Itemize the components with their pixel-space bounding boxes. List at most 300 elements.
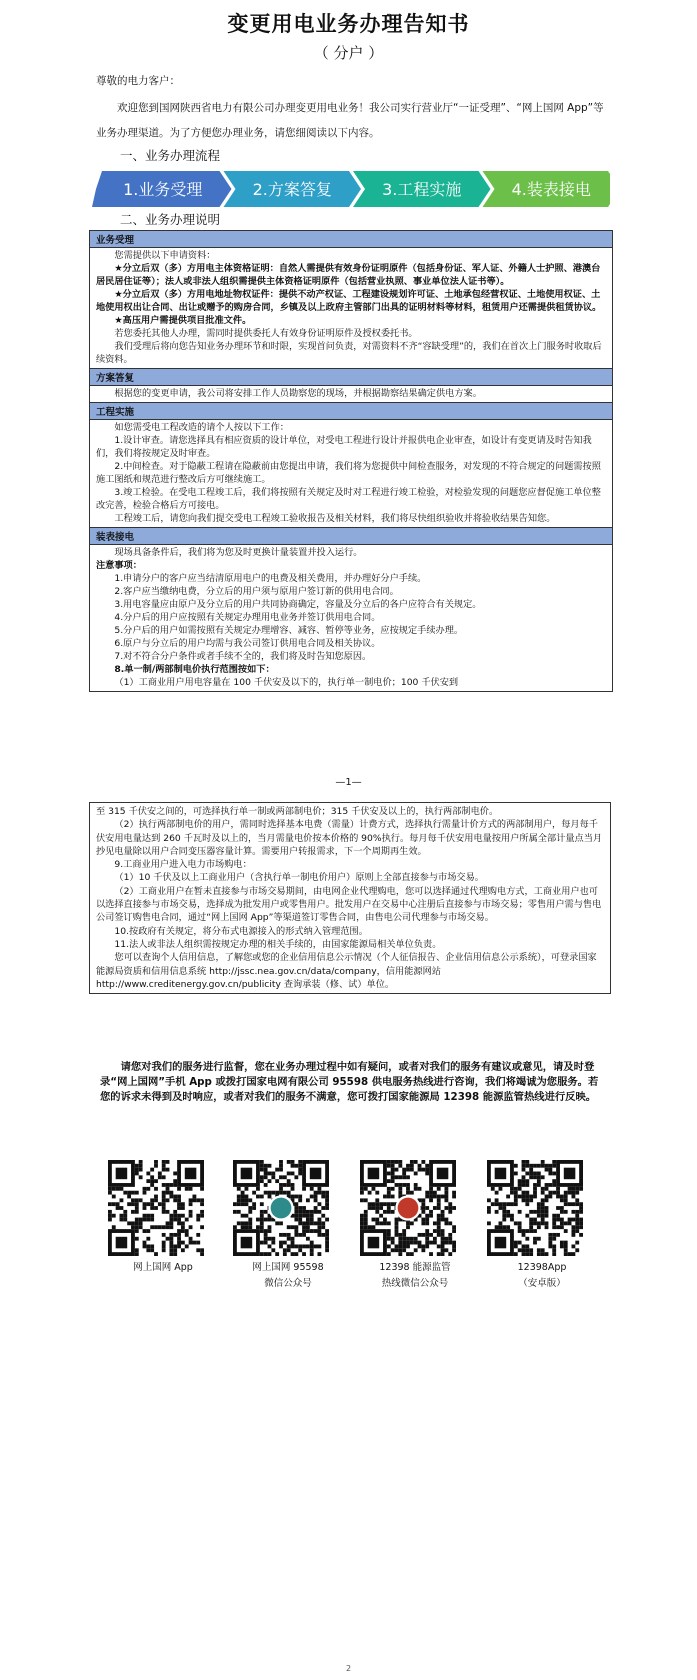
qr-module: [162, 1248, 166, 1252]
qr-module: [139, 1160, 143, 1164]
qr-module: [196, 1233, 200, 1237]
qr-module: [241, 1214, 245, 1218]
qr-module: [310, 1241, 314, 1245]
qr-module: [406, 1237, 410, 1241]
qr-module: [398, 1237, 402, 1241]
qr-module: [248, 1225, 252, 1229]
qr-module: [406, 1168, 410, 1172]
qr-module: [317, 1202, 321, 1206]
qr-module: [271, 1175, 275, 1179]
qr-module: [310, 1214, 314, 1218]
qr-module: [154, 1179, 158, 1183]
qr-module: [302, 1252, 306, 1256]
qr-module: [200, 1198, 204, 1202]
qr-module: [548, 1168, 552, 1172]
qr-module: [402, 1244, 406, 1248]
qr-module: [421, 1244, 425, 1248]
flow-step-1-label: 1.业务受理: [123, 180, 203, 199]
qr-module: [395, 1175, 399, 1179]
qr-module: [441, 1195, 445, 1199]
acceptance-p5: 若您委托其他人办理，需同时提供委托人有效身份证明原件及授权委托书。: [114, 328, 418, 339]
qr-module: [533, 1218, 537, 1222]
qr-module: [406, 1241, 410, 1245]
qr-module: [545, 1252, 549, 1256]
qr-module: [169, 1252, 173, 1256]
qr-module: [364, 1221, 368, 1225]
qr-module: [556, 1187, 560, 1191]
qr-module: [421, 1248, 425, 1252]
qr-module: [189, 1198, 193, 1202]
qr-module: [448, 1221, 452, 1225]
qr-module: [108, 1191, 112, 1195]
qr-module: [317, 1210, 321, 1214]
qr-module: [264, 1233, 268, 1237]
qr-module: [279, 1221, 283, 1225]
qr-module: [548, 1233, 552, 1237]
qr-module: [143, 1229, 147, 1233]
qr-module: [444, 1187, 448, 1191]
qr-module: [306, 1221, 310, 1225]
qr-module: [177, 1198, 181, 1202]
qr-module: [545, 1187, 549, 1191]
qr-module: [391, 1179, 395, 1183]
qr-module: [368, 1206, 372, 1210]
qr-module: [317, 1191, 321, 1195]
qr-module: [143, 1206, 147, 1210]
qr-module: [135, 1237, 139, 1241]
qr-module: [158, 1202, 162, 1206]
qr-module: [325, 1233, 329, 1237]
qr-module: [452, 1225, 456, 1229]
install-item-5: 5.分户后的用户如需按照有关规定办理增容、减容、暂停等业务，应按规定手续办理。: [114, 625, 464, 636]
qr-module: [268, 1218, 272, 1222]
qr-module: [135, 1252, 139, 1256]
qr-module: [421, 1233, 425, 1237]
qr-module: [271, 1191, 275, 1195]
qr-module: [418, 1244, 422, 1248]
qr-module: [108, 1202, 112, 1206]
qr-module: [139, 1175, 143, 1179]
qr-module: [135, 1172, 139, 1176]
qr-module: [448, 1252, 452, 1256]
qr-module: [525, 1244, 529, 1248]
qr-module: [518, 1210, 522, 1214]
qr-module: [146, 1187, 150, 1191]
qr-module: [418, 1233, 422, 1237]
qr-module: [131, 1198, 135, 1202]
qr-module: [545, 1221, 549, 1225]
qr-module: [325, 1206, 329, 1210]
qr-module: [552, 1252, 556, 1256]
qr-module: [310, 1248, 314, 1252]
qr-module: [552, 1160, 556, 1164]
qr-module: [237, 1198, 241, 1202]
qr-module: [127, 1195, 131, 1199]
qr-block-4: [487, 1160, 597, 1292]
qr-module: [506, 1202, 510, 1206]
qr-module: [487, 1221, 491, 1225]
continued-line-3: 9.工商业用户进入电力市场购电：: [114, 859, 252, 871]
qr-module: [510, 1214, 514, 1218]
qr-module: [260, 1195, 264, 1199]
document-subtitle: （ 分户 ）: [313, 44, 384, 62]
qr-code-wsgw-app[interactable]: [108, 1160, 204, 1256]
qr-module: [391, 1175, 395, 1179]
qr-module: [139, 1221, 143, 1225]
qr-module: [248, 1218, 252, 1222]
qr-module: [525, 1248, 529, 1252]
qr-module: [162, 1225, 166, 1229]
qr-module: [395, 1248, 399, 1252]
qr-module: [487, 1198, 491, 1202]
qr-module: [579, 1225, 583, 1229]
qr-module: [294, 1206, 298, 1210]
qr-module: [200, 1252, 204, 1256]
qr-module: [452, 1191, 456, 1195]
qr-module: [162, 1206, 166, 1210]
qr-module: [302, 1225, 306, 1229]
qr-finder-inner: [116, 1168, 128, 1180]
qr-module: [406, 1164, 410, 1168]
qr-module: [189, 1187, 193, 1191]
qr-module: [192, 1198, 196, 1202]
qr-module: [568, 1218, 572, 1222]
construction-p1: 如您需受电工程改造的请个人按以下工作：: [114, 422, 289, 433]
qr-module: [537, 1172, 541, 1176]
qr-module: [116, 1187, 120, 1191]
qr-module: [437, 1202, 441, 1206]
qr-module: [139, 1218, 143, 1222]
qr-module: [321, 1233, 325, 1237]
qr-module: [196, 1248, 200, 1252]
qr-module: [298, 1218, 302, 1222]
qr-module: [575, 1187, 579, 1191]
install-content: [90, 545, 612, 691]
qr-module: [302, 1233, 306, 1237]
qr-module: [279, 1244, 283, 1248]
qr-module: [150, 1248, 154, 1252]
continued-line-1: 至 315 千伏安之间的，可选择执行单一制或两部制电价；315 千伏安及以上的，执行两部制电价。: [96, 806, 499, 817]
qr-caption-1a: 网上国网 App: [133, 1262, 193, 1273]
qr-module: [560, 1221, 564, 1225]
qr-module: [120, 1187, 124, 1191]
qr-module: [275, 1179, 279, 1183]
qr-module: [294, 1175, 298, 1179]
qr-finder-inner: [368, 1237, 380, 1249]
qr-module: [579, 1202, 583, 1206]
qr-module: [391, 1202, 395, 1206]
last-page-number: 2: [345, 1664, 352, 1673]
qr-module: [552, 1183, 556, 1187]
qr-module: [541, 1206, 545, 1210]
qr-module: [391, 1237, 395, 1241]
qr-module: [241, 1198, 245, 1202]
qr-module: [391, 1210, 395, 1214]
qr-module: [264, 1172, 268, 1176]
qr-module: [321, 1225, 325, 1229]
qr-module: [452, 1229, 456, 1233]
qr-module: [154, 1225, 158, 1229]
qr-module: [314, 1206, 318, 1210]
qr-module: [398, 1241, 402, 1245]
qr-finder-inner: [495, 1168, 507, 1180]
qr-code-95598-wechat[interactable]: [233, 1160, 329, 1256]
qr-module: [406, 1175, 410, 1179]
qr-module: [560, 1210, 564, 1214]
qr-block-2: [233, 1160, 343, 1292]
qr-module: [418, 1164, 422, 1168]
qr-module: [241, 1225, 245, 1229]
qr-module: [541, 1210, 545, 1214]
qr-module: [564, 1195, 568, 1199]
qr-module: [552, 1225, 556, 1229]
qr-module: [571, 1202, 575, 1206]
qr-module: [518, 1187, 522, 1191]
qr-module: [185, 1218, 189, 1222]
qr-module: [279, 1175, 283, 1179]
qr-module: [166, 1187, 170, 1191]
qr-module: [522, 1195, 526, 1199]
qr-module: [260, 1202, 264, 1206]
qr-module: [298, 1172, 302, 1176]
qr-module: [518, 1248, 522, 1252]
qr-module: [233, 1202, 237, 1206]
qr-module: [162, 1241, 166, 1245]
continued-table: [89, 802, 611, 994]
qr-module: [514, 1164, 518, 1168]
qr-module: [162, 1191, 166, 1195]
qr-module: [452, 1248, 456, 1252]
qr-module: [237, 1195, 241, 1199]
qr-module: [112, 1225, 116, 1229]
install-item-8: 8.单一制/两部制电价执行范围按如下：: [114, 664, 275, 675]
qr-module: [437, 1214, 441, 1218]
qr-module: [529, 1175, 533, 1179]
qr-module: [372, 1218, 376, 1222]
qr-module: [541, 1252, 545, 1256]
qr-module: [533, 1195, 537, 1199]
qr-module: [298, 1164, 302, 1168]
qr-module: [298, 1210, 302, 1214]
qr-module: [518, 1225, 522, 1229]
qr-module: [264, 1168, 268, 1172]
qr-module: [537, 1248, 541, 1252]
qr-module: [177, 1202, 181, 1206]
qr-module: [135, 1248, 139, 1252]
qr-module: [533, 1183, 537, 1187]
qr-module: [529, 1164, 533, 1168]
qr-module: [410, 1237, 414, 1241]
qr-module: [448, 1233, 452, 1237]
qr-caption-4b: （安卓版）: [518, 1278, 566, 1289]
qr-module: [158, 1175, 162, 1179]
qr-module: [518, 1183, 522, 1187]
install-item-9: （1）工商业用户用电容量在 100 千伏安及以下的，执行单一制电价；100 千伏安到: [114, 677, 459, 688]
qr-module: [314, 1221, 318, 1225]
acceptance-content: [90, 248, 612, 368]
qr-module: [321, 1191, 325, 1195]
qr-module: [533, 1164, 537, 1168]
qr-module: [525, 1252, 529, 1256]
qr-module: [387, 1202, 391, 1206]
qr-module: [364, 1214, 368, 1218]
qr-module: [425, 1241, 429, 1245]
qr-module: [143, 1187, 147, 1191]
qr-module: [150, 1168, 154, 1172]
section-instructions-heading: 二、业务办理说明: [120, 212, 221, 227]
qr-module: [437, 1195, 441, 1199]
qr-module: [541, 1198, 545, 1202]
qr-module: [252, 1202, 256, 1206]
qr-module: [560, 1241, 564, 1245]
qr-module: [146, 1229, 150, 1233]
qr-module: [302, 1206, 306, 1210]
qr-module: [260, 1218, 264, 1222]
qr-module: [491, 1202, 495, 1206]
plan-content: [90, 386, 612, 402]
qr-module: [514, 1221, 518, 1225]
qr-module: [108, 1210, 112, 1214]
qr-module: [383, 1195, 387, 1199]
qr-module: [568, 1202, 572, 1206]
qr-module: [571, 1187, 575, 1191]
qr-module: [310, 1252, 314, 1256]
qr-module: [264, 1252, 268, 1256]
qr-module: [283, 1248, 287, 1252]
qr-module: [310, 1244, 314, 1248]
qr-module: [135, 1168, 139, 1172]
qr-module: [268, 1252, 272, 1256]
qr-module: [502, 1210, 506, 1214]
header-construction: 工程实施: [90, 402, 612, 420]
qr-finder-inner: [116, 1237, 128, 1249]
qr-module: [433, 1191, 437, 1195]
qr-module: [189, 1225, 193, 1229]
qr-module: [391, 1195, 395, 1199]
qr-module: [448, 1237, 452, 1241]
continued-line-5: （2）工商业用户在暂未直接参与市场交易期间，由电网企业代理购电，您可以选择通过代理购电方式，工商业用户也可以选择直接参与市场交易，选择成为批发用户或零售用户。批发用户在交易中心注册后直接参与市场交易；零售用户需与售电公司签订购售电合同，通过“网上国网 App”等渠道签订零售合同，由售电公司代理参与市场交易。: [96, 885, 602, 924]
qr-module: [177, 1233, 181, 1237]
qr-module: [395, 1218, 399, 1222]
qr-module: [395, 1168, 399, 1172]
qr-module: [429, 1252, 433, 1256]
qr-module: [391, 1160, 395, 1164]
qr-module: [158, 1225, 162, 1229]
qr-module: [444, 1198, 448, 1202]
qr-module: [200, 1187, 204, 1191]
qr-module: [271, 1241, 275, 1245]
qr-module: [406, 1191, 410, 1195]
qr-module: [325, 1241, 329, 1245]
qr-module: [306, 1229, 310, 1233]
qr-module: [192, 1241, 196, 1245]
qr-module: [275, 1191, 279, 1195]
qr-module: [406, 1225, 410, 1229]
qr-module: [575, 1229, 579, 1233]
qr-module: [154, 1252, 158, 1256]
qr-module: [310, 1229, 314, 1233]
qr-module: [541, 1164, 545, 1168]
qr-module: [264, 1241, 268, 1245]
qr-module: [268, 1164, 272, 1168]
qr-module: [552, 1164, 556, 1168]
qr-module: [146, 1179, 150, 1183]
qr-module: [185, 1233, 189, 1237]
qr-module: [310, 1221, 314, 1225]
qr-module: [298, 1221, 302, 1225]
qr-module: [325, 1198, 329, 1202]
qr-module: [248, 1210, 252, 1214]
qr-module: [177, 1206, 181, 1210]
qr-module: [556, 1218, 560, 1222]
qr-module: [154, 1187, 158, 1191]
qr-module: [131, 1202, 135, 1206]
qr-module: [268, 1191, 272, 1195]
qr-module: [383, 1202, 387, 1206]
qr-code-12398-wechat[interactable]: [360, 1160, 456, 1256]
qr-module: [154, 1195, 158, 1199]
qr-module: [421, 1160, 425, 1164]
qr-module: [433, 1195, 437, 1199]
qr-module: [298, 1168, 302, 1172]
qr-module: [166, 1210, 170, 1214]
qr-module: [162, 1160, 166, 1164]
acceptance-p4: ★高压用户需提供项目批准文件。: [114, 315, 252, 326]
qr-module: [283, 1252, 287, 1256]
qr-module: [169, 1218, 173, 1222]
qr-module: [568, 1191, 572, 1195]
qr-module: [525, 1198, 529, 1202]
continued-line-7: 11.法人或非法人组织需按规定办理的相关手续的，由国家能源局相关单位负责。: [114, 938, 442, 950]
qr-finder-inner: [437, 1168, 449, 1180]
qr-module: [564, 1244, 568, 1248]
construction-content: [90, 420, 612, 527]
qr-module: [260, 1160, 264, 1164]
qr-module: [579, 1206, 583, 1210]
qr-module: [545, 1195, 549, 1199]
qr-module: [177, 1244, 181, 1248]
qr-module: [260, 1229, 264, 1233]
qr-module: [552, 1214, 556, 1218]
qr-module: [173, 1172, 177, 1176]
construction-p5: 工程竣工后，请您向我们提交受电工程竣工验收报告及相关材料，我们将尽快组织验收并将验收结果告知您。: [114, 513, 556, 524]
qr-module: [575, 1214, 579, 1218]
qr-module: [421, 1210, 425, 1214]
qr-module: [256, 1225, 260, 1229]
qr-module: [173, 1244, 177, 1248]
qr-module: [522, 1198, 526, 1202]
qr-module: [181, 1248, 185, 1252]
qr-module: [375, 1202, 379, 1206]
qr-module: [560, 1218, 564, 1222]
supervision-notice: 请您对我们的服务进行监督，您在业务办理过程中如有疑问，或者对我们的服务有建议或意见，请及时登录“网上国网”手机 App 或拨打国家电网有限公司 95598 供电服务热线进行咨询，我们将竭诚为您服务。若您的诉求未得到及时响应，或者对我们的服务不满意，您可拨打国家能源局 12398 能源监管热线进行反映。: [100, 1061, 599, 1103]
qr-module: [245, 1187, 249, 1191]
qr-module: [398, 1191, 402, 1195]
qr-module: [529, 1248, 533, 1252]
qr-module: [200, 1225, 204, 1229]
qr-finder-inner: [185, 1168, 197, 1180]
qr-module: [518, 1179, 522, 1183]
qr-module: [181, 1221, 185, 1225]
qr-code-12398-app[interactable]: [487, 1160, 583, 1256]
qr-module: [321, 1214, 325, 1218]
qr-module: [541, 1191, 545, 1195]
qr-module: [298, 1244, 302, 1248]
qr-module: [294, 1210, 298, 1214]
qr-module: [173, 1252, 177, 1256]
qr-module: [383, 1210, 387, 1214]
qr-module: [108, 1187, 112, 1191]
